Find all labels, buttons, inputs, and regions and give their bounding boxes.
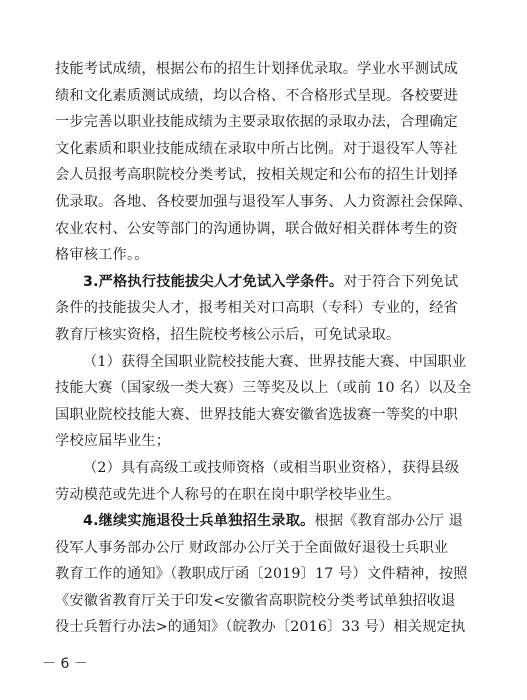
text-run: 对于符合下列免试 bbox=[343, 273, 459, 290]
document-body bbox=[55, 56, 473, 641]
text-line: 《安徽省教育厅关于印发<安徽省高职院校分类考试单独招收退 bbox=[55, 592, 456, 609]
text-line bbox=[55, 269, 473, 296]
page-number: － 6 － bbox=[42, 656, 88, 672]
text-line: （1）获得全国职业院校技能大赛、世界技能大赛、中国职业 bbox=[83, 353, 467, 370]
text-line: 农业农村、公安等部门的沟通协调，联合做好相关群体考生的资 bbox=[55, 220, 458, 237]
text-line: 优录取。各地、各校要加强与退役军人事务、人力资源社会保障、 bbox=[55, 193, 473, 210]
text-line: 技能大赛（国家级一类大赛）三等奖及以上（或前 10 名）以及全 bbox=[55, 380, 472, 397]
text-line: 教育厅核实资格，招生院校考核公示后，可免试录取。 bbox=[55, 326, 401, 343]
text-line: 役士兵暂行办法>的通知》（皖教办〔2016〕33 号）相关规定执 bbox=[55, 619, 466, 636]
text-line: （2）具有高级工或技师资格（或相当职业资格），获得县级 bbox=[83, 459, 460, 476]
text-line: 绩和文化素质测试成绩，均以合格、不合格形式呈现。各校要进 bbox=[55, 87, 458, 104]
text-line: 文化素质和职业技能成绩在录取中所占比例。对于退役军人等社 bbox=[55, 140, 458, 157]
text-line: 教育工作的通知》（教职成厅函〔2019〕17 号）文件精神，按照 bbox=[55, 566, 468, 583]
text-line: 条件的技能拔尖人才，报考相关对口高职（专科）专业的，经省 bbox=[55, 300, 458, 317]
paragraph-skill-exemption bbox=[55, 269, 473, 349]
paragraph-veteran-admission bbox=[55, 508, 473, 641]
text-line: 技能考试成绩，根据公布的招生计划择优录取。学业水平测试成 bbox=[55, 61, 458, 77]
text-line: 一步完善以职业技能成绩为主要录取依据的录取办法，合理确定 bbox=[55, 114, 458, 131]
text-line: 国职业院校技能大赛、世界技能大赛安徽省选拔赛一等奖的中职 bbox=[55, 406, 458, 423]
text-line: 学校应届毕业生； bbox=[55, 433, 171, 450]
text-line: 格审核工作。。 bbox=[55, 247, 149, 264]
text-line: 劳动模范或先进个人称号的在职在岗中职学校毕业生。 bbox=[55, 486, 401, 503]
section-heading-4: 4.继续实施退役士兵单独招生录取。 bbox=[83, 513, 315, 530]
text-line: 会人员报考高职院校分类考试，按相关规定和公布的招生计划择 bbox=[55, 167, 458, 184]
section-heading-3: 3.严格执行技能拔尖人才免试入学条件。 bbox=[83, 273, 344, 290]
paragraph-condition-2 bbox=[55, 455, 473, 508]
paragraph-condition-1 bbox=[55, 349, 473, 455]
paragraph-admission-rules bbox=[55, 56, 473, 269]
text-line bbox=[55, 508, 473, 535]
text-line: 役军人事务部办公厅 财政部办公厅关于全面做好退役士兵职业 bbox=[55, 539, 449, 556]
text-run: 根据《教育部办公厅 退 bbox=[314, 513, 464, 530]
